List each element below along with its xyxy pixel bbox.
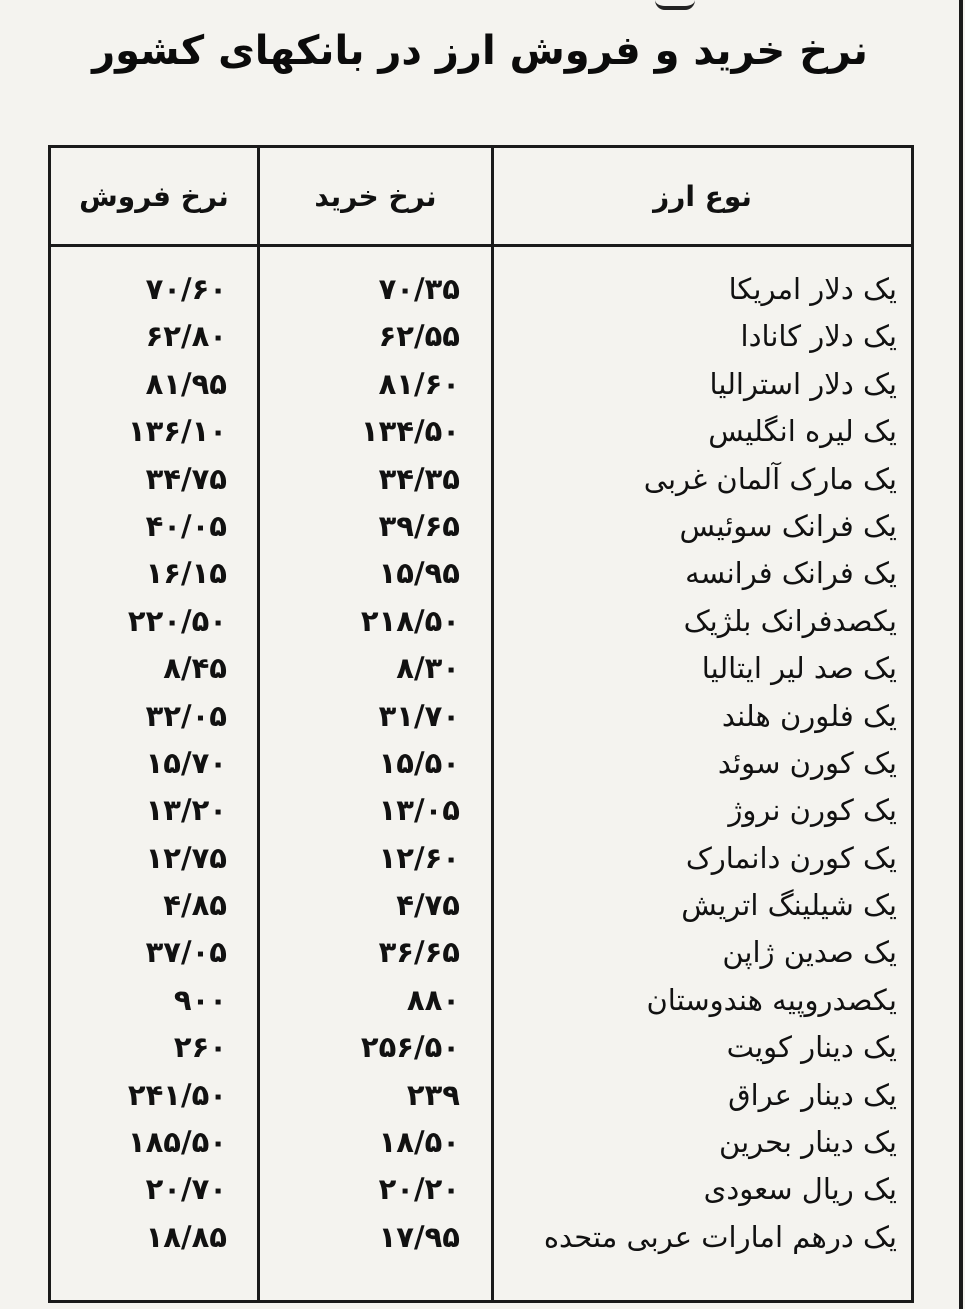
buy-rate: ۳۱/۷۰ bbox=[378, 698, 460, 733]
sell-rate: ۲۲۰/۵۰ bbox=[127, 603, 227, 638]
sell-rate: ۷۰/۶۰ bbox=[145, 272, 227, 306]
exchange-rate-table bbox=[48, 145, 914, 1303]
table-row bbox=[51, 266, 911, 313]
table-row bbox=[51, 361, 911, 408]
sell-rate: ۸۱/۹۵ bbox=[145, 366, 227, 401]
buy-rate: ۳۹/۶۵ bbox=[378, 508, 460, 543]
sell-rate: ۱۳۶/۱۰ bbox=[127, 414, 227, 449]
currency-name: یک فلورن هلند bbox=[721, 698, 897, 733]
table-row bbox=[51, 1024, 911, 1071]
currency-name: یک کورن سوئد bbox=[717, 745, 897, 780]
currency-name: یکصدفرانک بلژیک bbox=[683, 603, 897, 638]
sell-rate: ۱۵/۷۰ bbox=[145, 745, 227, 780]
buy-rate: ۱۲/۶۰ bbox=[378, 840, 460, 875]
table-row bbox=[51, 787, 911, 834]
currency-name: یک دینار عراق bbox=[728, 1077, 897, 1112]
table-row bbox=[51, 408, 911, 455]
buy-rate: ۱۳/۰۵ bbox=[378, 793, 460, 828]
sell-rate: ۱۸/۸۵ bbox=[145, 1219, 227, 1254]
sell-rate: ۲۴۱/۵۰ bbox=[127, 1077, 227, 1112]
sell-rate: ۱۲/۷۵ bbox=[145, 840, 227, 875]
currency-name: یک دلار کانادا bbox=[740, 319, 897, 354]
currency-name: یک دینار کویت bbox=[726, 1030, 897, 1065]
sell-rate: ۴/۸۵ bbox=[163, 888, 227, 923]
table-row bbox=[51, 550, 911, 597]
header-sell-rate: نرخ فروش bbox=[79, 179, 229, 213]
header-buy-rate: نرخ خرید bbox=[314, 179, 437, 213]
currency-name: یک فرانک سوئیس bbox=[679, 508, 897, 543]
sell-rate: ۴۰/۰۵ bbox=[145, 508, 227, 543]
sell-rate: ۱۶/۱۵ bbox=[145, 556, 227, 591]
buy-rate: ۳۶/۶۵ bbox=[378, 935, 460, 970]
table-body bbox=[51, 266, 911, 1261]
buy-rate: ۷۰/۳۵ bbox=[378, 272, 460, 306]
sell-rate: ۱۸۵/۵۰ bbox=[127, 1125, 227, 1160]
buy-rate: ۲۰/۲۰ bbox=[378, 1172, 460, 1207]
sell-rate: ۳۲/۰۵ bbox=[145, 698, 227, 733]
currency-name: یک دینار بحرین bbox=[719, 1125, 897, 1160]
table-row bbox=[51, 503, 911, 550]
table-row bbox=[51, 693, 911, 740]
buy-rate: ۱۷/۹۵ bbox=[378, 1219, 460, 1254]
currency-name: یک درهم امارات عربی متحده bbox=[543, 1219, 897, 1254]
table-row bbox=[51, 740, 911, 787]
sell-rate: ۳۴/۷۵ bbox=[145, 461, 227, 496]
header-divider bbox=[51, 244, 911, 247]
buy-rate: ۱۸/۵۰ bbox=[378, 1125, 460, 1160]
currency-name: یک فرانک فرانسه bbox=[685, 556, 897, 591]
sell-rate: ۲۰/۷۰ bbox=[145, 1172, 227, 1207]
table-row bbox=[51, 645, 911, 692]
table-row bbox=[51, 313, 911, 360]
sell-rate: ۹۰۰ bbox=[173, 982, 227, 1017]
buy-rate: ۲۱۸/۵۰ bbox=[360, 603, 460, 638]
currency-name: یک دلار امریکا bbox=[728, 272, 897, 306]
buy-rate: ۱۳۴/۵۰ bbox=[360, 414, 460, 449]
buy-rate: ۴/۷۵ bbox=[396, 888, 460, 923]
table-row bbox=[51, 456, 911, 503]
header-currency: نوع ارز bbox=[653, 179, 752, 213]
buy-rate: ۸۸۰ bbox=[406, 982, 460, 1017]
page-title: نرخ خرید و فروش ارز در بانکهای کشور bbox=[92, 28, 868, 74]
page-edge-mark bbox=[655, 0, 695, 10]
currency-name: یکصدروپیه هندوستان bbox=[646, 982, 897, 1017]
buy-rate: ۳۴/۳۵ bbox=[378, 461, 460, 496]
table-row bbox=[51, 977, 911, 1024]
buy-rate: ۸/۳۰ bbox=[396, 651, 460, 686]
currency-name: یک صدین ژاپن bbox=[722, 935, 897, 970]
currency-name: یک ریال سعودی bbox=[703, 1172, 897, 1207]
sell-rate: ۳۷/۰۵ bbox=[145, 935, 227, 970]
currency-name: یک دلار استرالیا bbox=[709, 366, 897, 401]
sell-rate: ۶۲/۸۰ bbox=[145, 319, 227, 354]
sell-rate: ۱۳/۲۰ bbox=[145, 793, 227, 828]
buy-rate: ۲۳۹ bbox=[406, 1077, 460, 1112]
currency-name: یک لیره انگلیس bbox=[708, 414, 897, 449]
table-row bbox=[51, 929, 911, 976]
currency-name: یک مارک آلمان غربی bbox=[643, 461, 897, 496]
table-row bbox=[51, 598, 911, 645]
buy-rate: ۸۱/۶۰ bbox=[378, 366, 460, 401]
currency-name: یک کورن دانمارک bbox=[685, 840, 897, 875]
table-row bbox=[51, 835, 911, 882]
buy-rate: ۱۵/۵۰ bbox=[378, 745, 460, 780]
table-row bbox=[51, 1072, 911, 1119]
table-row bbox=[51, 882, 911, 929]
table-row bbox=[51, 1119, 911, 1166]
currency-name: یک شیلینگ اتریش bbox=[681, 888, 897, 923]
currency-name: یک صد لیر ایتالیا bbox=[701, 651, 897, 686]
buy-rate: ۱۵/۹۵ bbox=[378, 556, 460, 591]
table-row bbox=[51, 1214, 911, 1261]
sell-rate: ۸/۴۵ bbox=[163, 651, 227, 686]
buy-rate: ۲۵۶/۵۰ bbox=[360, 1030, 460, 1065]
buy-rate: ۶۲/۵۵ bbox=[378, 319, 460, 354]
currency-name: یک کورن نروژ bbox=[728, 793, 897, 828]
table-row bbox=[51, 1166, 911, 1213]
sell-rate: ۲۶۰ bbox=[173, 1030, 227, 1065]
page-border bbox=[955, 0, 965, 1309]
